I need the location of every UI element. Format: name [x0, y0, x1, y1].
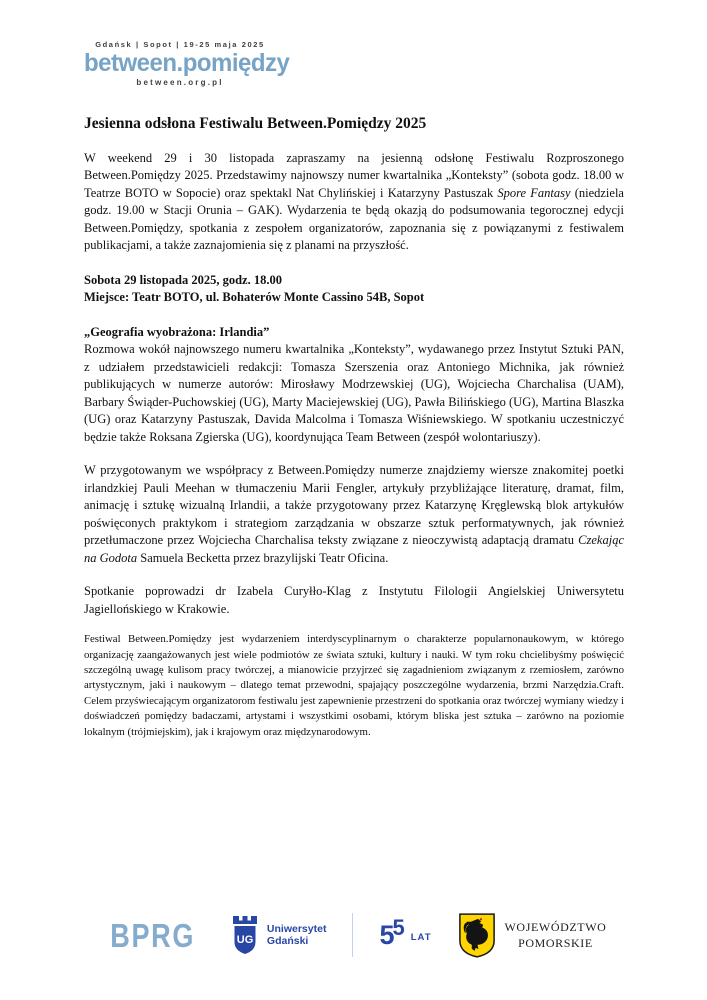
pomorskie-text-line2: POMORSKIE [518, 936, 593, 950]
anniv-digit1: 5 [379, 919, 395, 950]
issue-italic-title: Czekając na Godota [84, 533, 624, 565]
issue-seg2: Samuela Becketta przez brazylijski Teatr Oficina. [137, 550, 389, 565]
ug-logo-text [267, 923, 327, 947]
pomorskie-text-line1: WOJEWÓDZTWO [504, 919, 607, 934]
talk-paragraph: Rozmowa wokół najnowszego numeru kwartalnika „Konteksty”, wydawanego przez Instytut Sztuki PAN, z udziałem przedstawicieli redakcji: Tomasza Szerszenia oraz Antoniego Michnika, jak również publikujących w numerze autorów: Mirosławy Modrzewskiej (UG), Wojciecha Charchalisa (UAM), Barbary Świąder-Puchowskiej (UG), Marty Maciejewskiej (UG), Pawła Bilińskiego (UG), Martina Blaszka (UG) oraz Katarzyny Pastuszak, Davida Malcolma i Tomasza Wiśniewskiego. W spotkaniu uczestniczyć będzie także Roksana Zgierska (UG), koordynująca Team Between (zespół wolontariuszy). [84, 342, 624, 444]
anniv-digit2: 5 [392, 915, 405, 941]
about-festival-paragraph: Festiwal Between.Pomiędzy jest wydarzeniem interdyscyplinarnym o charakterze popularnonaukowym, w którego organizację zaangażowanych jest wiele podmiotów ze świata sztuki, kultury i nauki. W tym roku chcielibyśmy poświęcić szczególną uwagę kulisom pracy twórczej, a mianowicie przyjrzeć się zagadnieniom związanym z rzemiosłem, zarówno artystycznym, jaki i naukowym – dlatego temat przewodni, spajający poszczególne wydarzenia, brzmi Narzędzia.Craft. Celem przyświecającym organizatorom festiwalu jest zapewnienie przestrzeni do spotkania oraz twórczej wymiany wiedzy i doświadczeń pomiędzy badaczami, artystami i wszystkimi osobami, którym bliska jest sztuka – zarówno na poziomie lokalnym (trójmiejskim), jak i krajowym oraz międzynarodowym. [84, 633, 624, 738]
festival-logo-brand: between.pomiędzy [84, 48, 290, 78]
festival-logo-website: between.org.pl [136, 78, 224, 88]
document-page [84, 0, 624, 740]
pomorskie-logo [458, 912, 607, 958]
event-details [84, 272, 624, 307]
intro-seg1: W weekend 29 i 30 listopada zapraszamy na jesienną odsłonę Festiwalu Rozproszonego Between.Pomiędzy 2025. Przedstawimy najnowszy numer kwartalnika „Konteksty” (sobota godz. 18.00 w Teatrze BOTO w Sopocie) oraz spektakl Nat Chylińskiej i Katarzyny Pastuszak [84, 150, 624, 200]
event-datetime: Sobota 29 listopada 2025, godz. 18.00 [84, 272, 282, 287]
intro-paragraph [84, 150, 624, 255]
intro-italic-title: Spore Fantasy [497, 185, 571, 200]
issue-seg1: W przygotowanym we współpracy z Between.Pomiędzy numerze znajdziemy wiersze znakomitej poetki irlandzkiej Pauli Meehan w tłumaczeniu Marii Fengler, artykuły przybliżające literaturę, dramat, film, animację i sztukę wizualną Irlandii, a także przygotowany przez Katarzynę Kręglewską blok artykułów poświęconych praktykom i strategiom zarządzania w obszarze sztuk performatywnych, jak również przetłumaczone przez Wojciecha Charchalisa teksty związane z nieoczywistą adaptacją dramatu [84, 463, 624, 548]
issue-paragraph [84, 462, 624, 567]
anniv-label: LAT [410, 932, 432, 944]
55-lat-logo [379, 915, 432, 950]
ug-text-line1: Uniwersytet [266, 922, 327, 935]
pomorskie-logo-text [505, 919, 607, 951]
ug-monogram: UG [236, 934, 254, 946]
section-heading: „Geografia wyobrażona: Irlandia” [84, 324, 270, 339]
pomorskie-crest-icon [458, 912, 496, 958]
host-paragraph: Spotkanie poprowadzi dr Izabela Curyłło-Klag z Instytutu Filologii Angielskiej Uniwersytetu Jagiellońskiego w Krakowie. [84, 584, 624, 616]
ug-shield-icon [230, 915, 260, 955]
intro-seg2: (niedziela godz. 19.00 w Stacji Orunia – GAK). Wydarzenia te będą okazją do podsumowania tegorocznej edycji Between.Pomiędzy, spotkania z zespołem organizatorów, zapoznania się z powiązanymi z festiwalem publikacjami, a także zaznajomienia się z planami na przyszłość. [84, 185, 624, 253]
university-of-gdansk-logo [230, 915, 327, 955]
festival-logo-location: Gdańsk | Sopot | 19-25 maja 2025 [95, 40, 265, 49]
bprg-logo: BPRG [109, 916, 195, 954]
footer-partner-logos [0, 912, 707, 958]
ug-text-line2: Gdański [266, 935, 309, 947]
logo-divider [352, 913, 353, 957]
festival-logo [84, 0, 290, 88]
event-venue: Miejsce: Teatr BOTO, ul. Bohaterów Monte Cassino 54B, Sopot [84, 290, 425, 305]
page-title: Jesienna odsłona Festiwalu Between.Pomiędzy 2025 [84, 115, 427, 133]
